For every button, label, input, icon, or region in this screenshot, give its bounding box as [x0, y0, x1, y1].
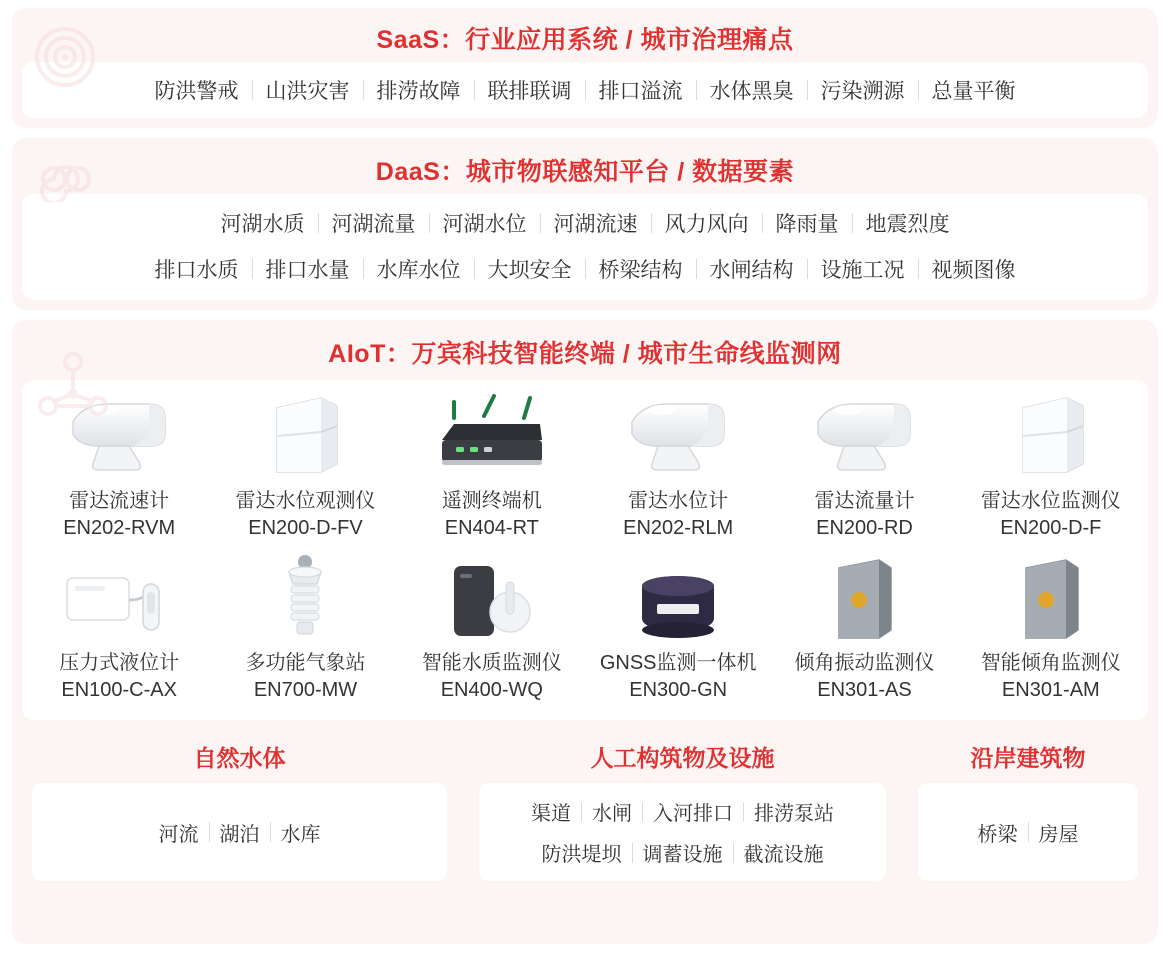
- device-card[interactable]: [773, 388, 955, 548]
- daas-item-r2-2[interactable]: 排口水量: [265, 259, 350, 282]
- device-model: EN404-RT: [444, 517, 539, 539]
- device-name: 倾角振动监测仪: [794, 652, 935, 674]
- saas-item-8[interactable]: 总量平衡: [931, 80, 1016, 103]
- category-title: 人工构筑物及设施: [590, 745, 775, 771]
- daas-item-row-1: [22, 200, 1148, 246]
- daas-item-r1-3[interactable]: 河湖水位: [442, 213, 527, 236]
- device-name: 智能倾角监测仪: [980, 652, 1121, 674]
- daas-item-r1-6[interactable]: 降雨量: [775, 213, 839, 236]
- category-3-r1-item-2[interactable]: 房屋: [1038, 823, 1079, 846]
- device-card[interactable]: [28, 550, 210, 710]
- device-card[interactable]: [960, 388, 1142, 548]
- category-item-row: [32, 812, 447, 853]
- device-model: EN200-RD: [816, 517, 913, 539]
- saas-title: [12, 8, 1158, 62]
- device-name: 压力式液位计: [59, 652, 180, 674]
- daas-title-prefix: DaaS：: [375, 158, 466, 186]
- daas-card: [12, 138, 1158, 310]
- device-name: 智能水质监测仪: [421, 652, 562, 674]
- aiot-card: [12, 320, 1158, 944]
- device-card[interactable]: [773, 550, 955, 710]
- daas-title: [12, 138, 1158, 194]
- saas-item-7[interactable]: 污染溯源: [820, 80, 905, 103]
- device-model: EN300-GN: [629, 679, 728, 701]
- saas-title-prefix: SaaS：: [376, 26, 466, 54]
- category-2-r1-item-3[interactable]: 入河排口: [653, 803, 733, 825]
- device-model: EN301-AS: [817, 679, 912, 701]
- device-grid: [28, 388, 1142, 710]
- category-3-r1-item-1[interactable]: 桥梁: [977, 823, 1018, 846]
- device-card[interactable]: [587, 550, 769, 710]
- daas-item-row-2: [22, 246, 1148, 292]
- category-items-panel: [918, 783, 1138, 881]
- device-card[interactable]: [214, 550, 396, 710]
- device-card[interactable]: [214, 388, 396, 548]
- category-item-row: [479, 791, 886, 832]
- device-card[interactable]: [401, 388, 583, 548]
- saas-item-2[interactable]: 山洪灾害: [265, 80, 350, 103]
- saas-items-panel: [22, 62, 1148, 118]
- category-2-r1-item-1[interactable]: 渠道: [531, 803, 571, 825]
- category-2-r1-item-4[interactable]: 排涝泵站: [754, 803, 834, 825]
- category-items-panel: [479, 783, 886, 881]
- tilt-vibration-icon: [827, 554, 901, 642]
- device-model: EN200-D-F: [1000, 517, 1102, 539]
- aiot-title-prefix: AIoT：: [328, 340, 412, 368]
- radar-velocity-icon: [622, 392, 734, 480]
- category-box: [469, 728, 896, 891]
- daas-item-r1-7[interactable]: 地震烈度: [865, 213, 950, 236]
- saas-item-3[interactable]: 排涝故障: [376, 80, 461, 103]
- aiot-title: [12, 320, 1158, 374]
- radar-velocity-icon: [808, 392, 920, 480]
- saas-item-row: [22, 62, 1148, 118]
- device-name: 雷达水位计: [628, 490, 729, 512]
- category-boxes: [22, 728, 1148, 891]
- daas-title-main: 城市物联感知平台 / 数据要素: [465, 158, 795, 186]
- daas-item-r2-1[interactable]: 排口水质: [154, 259, 239, 282]
- rtu-router-icon: [432, 392, 552, 480]
- device-name: 雷达水位观测仪: [235, 490, 376, 512]
- category-1-r1-item-2[interactable]: 湖泊: [219, 823, 260, 846]
- tilt-vibration-icon: [1014, 554, 1088, 642]
- device-name: 雷达水位监测仪: [980, 490, 1121, 512]
- device-card[interactable]: [587, 388, 769, 548]
- device-model: EN400-WQ: [440, 679, 543, 701]
- category-2-r1-item-2[interactable]: 水闸: [592, 803, 632, 825]
- weather-station-icon: [259, 554, 351, 642]
- radar-velocity-icon: [63, 392, 175, 480]
- category-box: [908, 728, 1148, 891]
- daas-item-r2-6[interactable]: 水闸结构: [709, 259, 794, 282]
- saas-item-4[interactable]: 联排联调: [487, 80, 572, 103]
- device-model: EN202-RVM: [63, 517, 176, 539]
- device-model: EN700-MW: [253, 679, 358, 701]
- device-name: 雷达流速计: [69, 490, 170, 512]
- category-2-r2-item-1[interactable]: 防洪堤坝: [541, 844, 622, 866]
- category-title: 沿岸建筑物: [970, 745, 1086, 771]
- device-name: 多功能气象站: [245, 652, 366, 674]
- device-card[interactable]: [28, 388, 210, 548]
- daas-item-r2-5[interactable]: 桥梁结构: [598, 259, 683, 282]
- pressure-level-icon: [61, 554, 177, 642]
- category-1-r1-item-1[interactable]: 河流: [158, 823, 199, 846]
- daas-item-r2-4[interactable]: 大坝安全: [487, 259, 572, 282]
- daas-item-r2-7[interactable]: 设施工况: [820, 259, 905, 282]
- device-name: 雷达流量计: [814, 490, 915, 512]
- category-item-row: [918, 812, 1138, 853]
- daas-items-panel: [22, 194, 1148, 300]
- daas-item-r1-1[interactable]: 河湖水质: [220, 213, 305, 236]
- daas-item-r2-8[interactable]: 视频图像: [931, 259, 1016, 282]
- device-model: EN100-C-AX: [61, 679, 177, 701]
- category-1-r1-item-3[interactable]: 水库: [280, 823, 321, 846]
- aiot-title-main: 万宾科技智能终端 / 城市生命线监测网: [411, 340, 842, 368]
- saas-title-main: 行业应用系统 / 城市治理痛点: [465, 26, 794, 54]
- saas-card: [12, 8, 1158, 128]
- device-card[interactable]: [401, 550, 583, 710]
- category-2-r2-item-2[interactable]: 调蓄设施: [642, 844, 723, 866]
- device-name: 遥测终端机: [441, 490, 542, 512]
- category-items-panel: [32, 783, 447, 881]
- device-name: GNSS监测一体机: [599, 652, 757, 674]
- gnss-icon: [623, 554, 733, 642]
- device-gallery: [22, 380, 1148, 720]
- device-card[interactable]: [960, 550, 1142, 710]
- daas-item-r1-5[interactable]: 风力风向: [664, 213, 749, 236]
- saas-item-1[interactable]: 防洪警戒: [154, 80, 239, 103]
- water-quality-icon: [440, 554, 544, 642]
- saas-item-5[interactable]: 排口溢流: [598, 80, 683, 103]
- device-model: EN202-RLM: [623, 517, 734, 539]
- saas-item-6[interactable]: 水体黑臭: [709, 80, 794, 103]
- category-item-row: [479, 832, 886, 873]
- category-title: 自然水体: [193, 745, 286, 771]
- daas-item-r2-3[interactable]: 水库水位: [376, 259, 461, 282]
- device-model: EN200-D-FV: [248, 517, 363, 539]
- daas-item-r1-4[interactable]: 河湖流速: [553, 213, 638, 236]
- category-2-r2-item-3[interactable]: 截流设施: [743, 844, 824, 866]
- daas-item-r1-2[interactable]: 河湖流量: [331, 213, 416, 236]
- radar-level-box-icon: [1009, 392, 1093, 480]
- category-box: [22, 728, 457, 891]
- radar-level-box-icon: [263, 392, 347, 480]
- device-model: EN301-AM: [1001, 679, 1100, 701]
